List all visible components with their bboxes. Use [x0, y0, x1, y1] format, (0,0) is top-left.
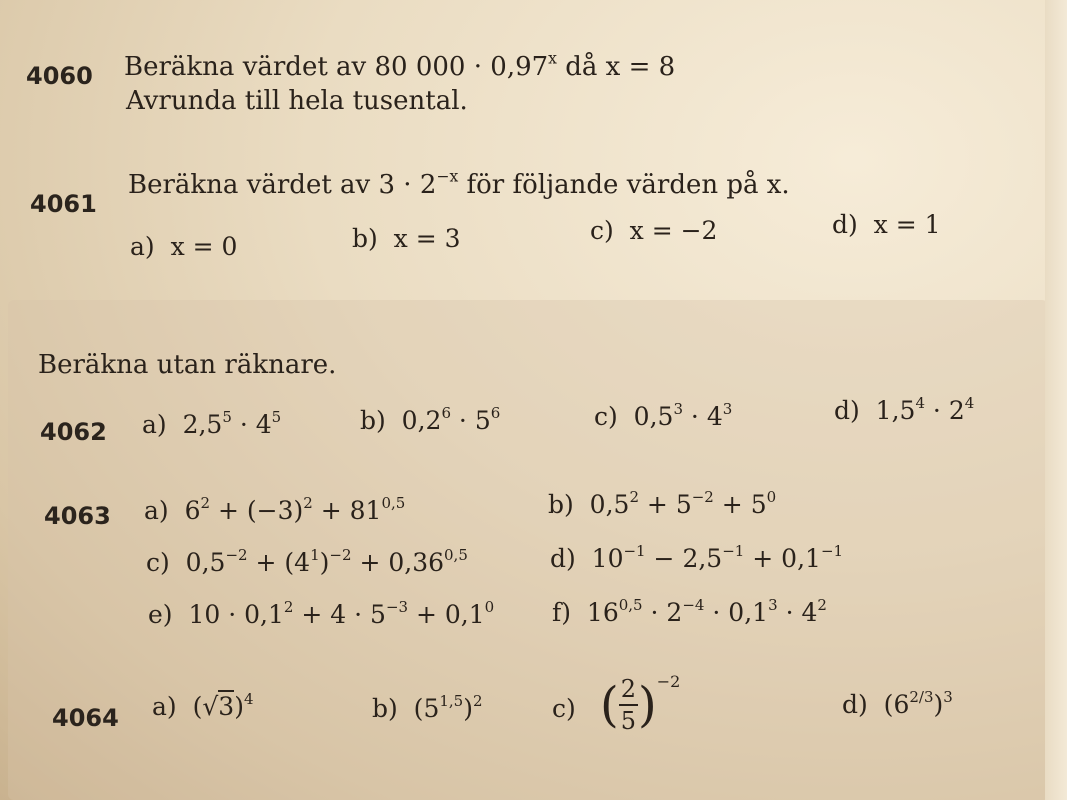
close-paren: ) [463, 694, 473, 723]
exponent: 4 [243, 689, 254, 708]
term: + 81 [312, 496, 382, 525]
exponent: 0,5 [444, 545, 468, 564]
base: 6 [893, 690, 910, 719]
term: + 0,1 [744, 544, 821, 573]
exponent: 1 [310, 545, 320, 564]
exponent: −2 [656, 672, 681, 691]
term: + (4 [247, 548, 311, 577]
term: · 4 [231, 410, 272, 439]
part-label: c) [146, 548, 170, 577]
fraction [619, 674, 638, 736]
part-expression: x = 0 [170, 232, 238, 261]
part-label: b) [548, 490, 574, 519]
problem-4060-text-b: då x = 8 [556, 52, 676, 82]
term: 1,5 [875, 396, 916, 425]
open-paren: ( [883, 690, 894, 719]
problem-4061-text-a: Beräkna värdet av 3 · 2 [128, 170, 437, 200]
exponent: −2 [329, 545, 352, 564]
term: 10 · 0,1 [188, 600, 284, 629]
part-label: a) [130, 232, 155, 261]
term: 0,2 [401, 406, 442, 435]
exponent: 0,5 [618, 595, 643, 614]
problem-4060-text-a: Beräkna värdet av 80 000 · 0,97 [124, 52, 549, 82]
part-label: d) [550, 544, 576, 573]
fraction-numerator: 2 [619, 674, 638, 706]
exponent: 3 [673, 399, 683, 418]
exponent: 3 [722, 399, 733, 418]
part-label: a) [142, 410, 167, 439]
problem-4064-part-a [152, 689, 254, 721]
radicand: 3 [218, 692, 235, 721]
part-expression: x = 1 [873, 210, 941, 239]
problem-4061-part-d [832, 210, 941, 239]
problem-number-4063: 4063 [44, 502, 111, 530]
exponent: 2 [817, 595, 827, 614]
term: 0,5 [589, 490, 630, 519]
exponent: 2 [472, 691, 483, 710]
term: 0,5 [185, 548, 226, 577]
open-paren: ( [413, 694, 424, 723]
problem-4063-part-f [552, 595, 827, 627]
open-paren: ( [600, 677, 619, 733]
term: 10 [591, 544, 624, 573]
problem-4061-exponent: −x [436, 167, 459, 186]
inner-exponent: 1,5 [439, 691, 464, 710]
exponent: 2 [283, 597, 294, 616]
term: + 0,36 [351, 548, 445, 577]
exponent: −3 [385, 597, 409, 616]
base: 5 [423, 694, 440, 723]
close-paren: ) [234, 692, 244, 721]
problem-4064-part-c-label: c) [552, 694, 576, 723]
exponent: −2 [225, 545, 248, 564]
fraction-denominator: 5 [620, 707, 637, 735]
part-expression: x = −2 [629, 216, 718, 245]
problem-4061-text [128, 167, 790, 200]
problem-4062-part-a [142, 407, 282, 439]
exponent: 3 [768, 595, 778, 614]
term: 16 [586, 598, 619, 627]
term: · 5 [450, 406, 491, 435]
exponent: 5 [222, 407, 232, 426]
exponent: 6 [490, 403, 501, 422]
problem-number-4061: 4061 [30, 190, 97, 218]
problem-4063-part-a [144, 493, 406, 525]
part-label: d) [842, 690, 868, 719]
part-label: f) [552, 598, 572, 627]
part-expression: x = 3 [393, 224, 461, 253]
term: 0,5 [633, 402, 674, 431]
term: · 4 [777, 598, 818, 627]
page-edge [1045, 0, 1067, 800]
section-heading: Beräkna utan räknare. [38, 350, 337, 380]
problem-number-4064: 4064 [52, 704, 119, 732]
close-paren: ) [638, 677, 657, 733]
problem-4061-part-b [352, 224, 461, 253]
exponent: 2 [629, 487, 639, 506]
term: + 5 [713, 490, 767, 519]
exponent: 4 [915, 393, 925, 412]
term: − 2,5 [645, 544, 723, 573]
term: 6 [184, 496, 201, 525]
problem-4063-part-c [146, 545, 468, 577]
exponent: 4 [964, 393, 975, 412]
term: + 4 · 5 [293, 600, 386, 629]
part-label: d) [834, 396, 860, 425]
problem-number-4062: 4062 [40, 418, 107, 446]
problem-4060-line2: Avrunda till hela tusental. [126, 86, 468, 116]
problem-4061-text-b: för följande värden på x. [458, 170, 790, 200]
problem-4064-part-b [372, 691, 483, 723]
part-label: a) [144, 496, 169, 525]
part-label: d) [832, 210, 858, 239]
problem-4063-part-d [550, 541, 844, 573]
part-label: a) [152, 692, 177, 721]
problem-4061-part-a [130, 232, 237, 261]
exponent: 2 [303, 493, 313, 512]
exponent: 2 [200, 493, 211, 512]
close-paren: ) [933, 690, 944, 719]
exponent: 6 [441, 403, 451, 422]
part-label: c) [594, 402, 618, 431]
problem-4062-part-b [360, 403, 501, 435]
exponent: 0,5 [381, 493, 406, 512]
term: + 5 [638, 490, 692, 519]
problem-4062-part-c [594, 399, 733, 431]
exponent: 0 [766, 487, 777, 506]
term: 2,5 [182, 410, 223, 439]
problem-4064-part-c [600, 674, 680, 736]
exponent: 3 [943, 687, 953, 706]
exponent: −1 [722, 541, 745, 560]
exponent: −4 [682, 595, 705, 614]
term: · 2 [642, 598, 683, 627]
problem-4060-exponent: x [548, 49, 557, 68]
term: · 2 [924, 396, 965, 425]
problem-4063-part-e [148, 597, 495, 629]
problem-4061-part-c [590, 216, 717, 245]
part-label: b) [372, 694, 398, 723]
term: · 0,1 [704, 598, 769, 627]
problem-4063-part-b [548, 487, 777, 519]
problem-4060-line1 [124, 49, 676, 82]
term: · 4 [682, 402, 723, 431]
exponent: −2 [691, 487, 714, 506]
problem-number-4060: 4060 [26, 62, 93, 90]
sqrt-sign: √ [202, 692, 219, 721]
inner-exponent: 2/3 [909, 687, 934, 706]
term: ) [319, 548, 330, 577]
term: + 0,1 [408, 600, 485, 629]
exponent: −1 [623, 541, 646, 560]
problem-4064-part-d [842, 687, 953, 719]
part-label: c) [590, 216, 614, 245]
term: + (−3) [210, 496, 304, 525]
exponent: 5 [271, 407, 282, 426]
open-paren: ( [192, 692, 203, 721]
part-label: e) [148, 600, 173, 629]
exponent: 0 [484, 597, 495, 616]
exponent: −1 [820, 541, 844, 560]
part-label: b) [352, 224, 378, 253]
problem-4062-part-d [834, 393, 975, 425]
part-label: b) [360, 406, 386, 435]
